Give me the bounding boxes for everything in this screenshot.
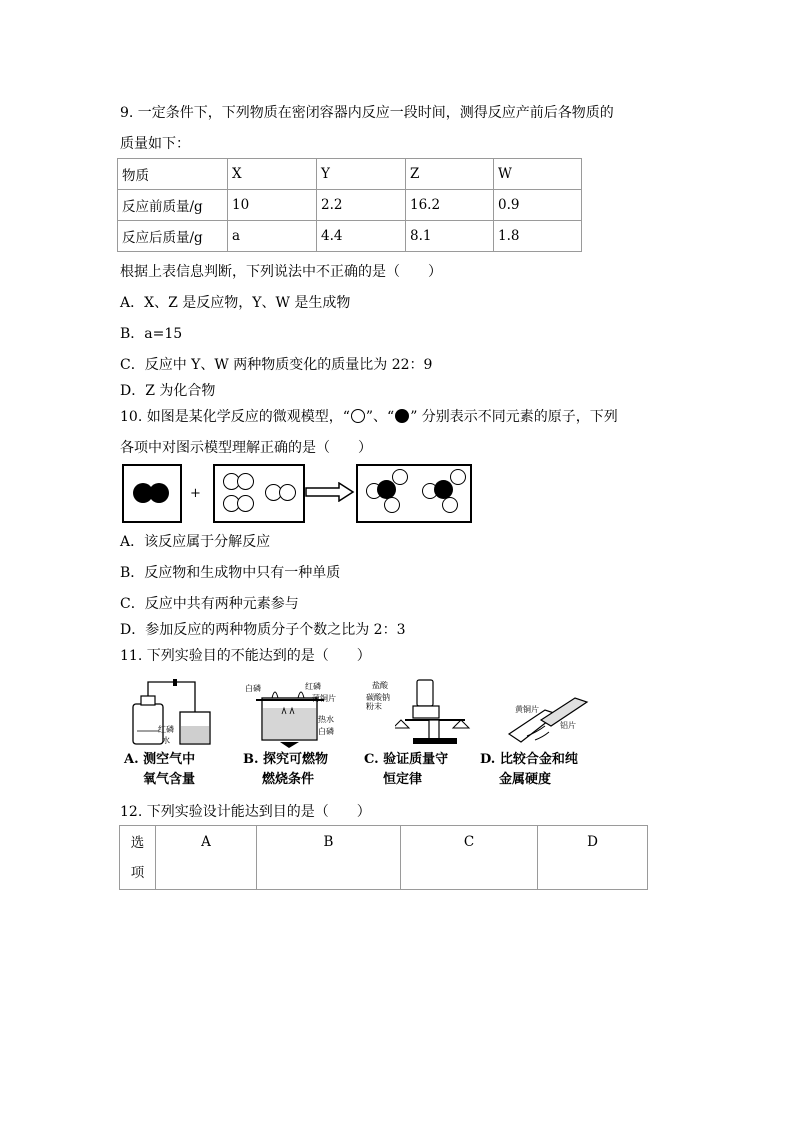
table-cell: 0.9 [494,190,582,221]
table-cell: 反应前质量/g [118,190,228,221]
q9-option-d: D．Z 为化合物 [120,383,216,399]
q11-caption-d [480,750,578,790]
product-box [356,464,472,523]
white-atom [392,469,408,485]
q10-option-b: B．反应物和生成物中只有一种单质 [120,565,341,581]
caption-line: 氧气含量 [143,772,196,787]
q10-stem-part-a: 10. 如图是某化学反应的微观模型，“ [120,409,350,425]
reactant-box-1 [122,464,182,523]
black-atom-icon [395,409,409,423]
black-atom [377,480,396,499]
q10-option-d: D．参加反应的两种物质分子个数之比为 2：3 [120,622,406,638]
caption-line: A. 测空气中 [124,752,196,767]
label-copper-sheet: 薄铜片 [312,694,336,703]
table-row [118,190,582,221]
caption-line: 燃烧条件 [262,772,315,787]
q12-stem: 12. 下列实验设计能达到目的是（ ） [120,804,371,820]
q9-option-c: C．反应中 Y、W 两种物质变化的质量比为 22：9 [120,357,433,373]
q11-caption-a [124,750,195,790]
label-hydrochloric-acid: 盐酸 [372,681,388,690]
label-water-a: 水 [162,736,170,745]
table-cell: X [228,159,317,190]
white-atom [442,497,458,513]
q10-stem-part-c: ” 分别表示不同元素的原子，下列 [410,409,618,425]
white-atom [237,495,254,512]
table-cell: 物质 [118,159,228,190]
table-row [120,826,648,890]
caption-line: 恒定律 [383,772,423,787]
table-cell: Y [317,159,406,190]
caption-line: 金属硬度 [499,772,552,787]
q9-prompt: 根据上表信息判断，下列说法中不正确的是（ ） [120,264,442,280]
plus-sign: + [190,486,201,501]
q9-table [117,158,582,252]
label-hot-water: 热水 [318,715,334,724]
header-char: 选 [130,835,145,851]
table-cell: W [494,159,582,190]
caption-line: C. 验证质量守 [364,752,449,767]
label-sodium-carbonate: 碳酸钠粉末 [366,693,390,711]
label-red-phosphorus-a: 红磷 [158,725,174,734]
table-cell: 1.8 [494,221,582,252]
q10-stem-line2: 各项中对图示模型理解正确的是（ ） [120,440,372,456]
white-atom [384,497,400,513]
table-cell: 4.4 [317,221,406,252]
q12-table [119,825,648,890]
table-header-cell: B [257,826,401,890]
oxygen-apparatus-icon [125,676,230,748]
q9-option-b: B．a=15 [120,326,183,342]
white-atom-icon [351,409,365,423]
header-char: 项 [130,865,145,881]
white-atom [450,469,466,485]
black-atom [149,483,169,503]
reactant-box-2 [213,464,305,523]
table-cell: Z [406,159,494,190]
q9-stem-line1: 9. 一定条件下，下列物质在密闭容器内反应一段时间，测得反应产前后各物质的 [120,105,614,121]
table-cell: a [228,221,317,252]
table-cell: 10 [228,190,317,221]
q11-caption-c [364,750,448,790]
q11-stem: 11. 下列实验目的不能达到的是（ ） [120,648,371,664]
q9-stem-line2: 质量如下： [120,136,190,152]
table-header-cell: A [156,826,257,890]
table-cell: 16.2 [406,190,494,221]
white-atom [279,484,296,501]
table-row [118,159,582,190]
caption-line: D. 比较合金和纯 [480,752,578,767]
q10-option-c: C．反应中共有两种元素参与 [120,596,299,612]
label-white-phosphorus-top: 白磷 [245,684,261,693]
label-red-phosphorus-b: 红磷 [305,682,321,691]
table-header-cell: C [401,826,538,890]
q10-stem-part-b: ”、“ [365,409,395,425]
reaction-arrow-icon [305,482,355,502]
table-cell: 8.1 [406,221,494,252]
label-brass-sheet: 黄铜片 [515,705,539,714]
q9-option-a: A．X、Z 是反应物，Y、W 是生成物 [120,295,351,311]
q10-stem-line1 [120,406,618,426]
table-cell: 2.2 [317,190,406,221]
caption-line: B. 探究可燃物 [243,752,329,767]
label-white-phosphorus: 白磷 [318,727,334,736]
label-aluminum-sheet: 铝片 [560,721,576,730]
table-header-cell [120,826,156,890]
table-row [118,221,582,252]
white-atom [237,473,254,490]
q10-option-a: A．该反应属于分解反应 [120,534,271,550]
table-cell: 反应后质量/g [118,221,228,252]
balance-apparatus-icon [395,676,480,748]
black-atom [434,480,453,499]
q11-caption-b [243,750,328,790]
hardness-test-icon [505,690,595,745]
table-header-cell: D [538,826,648,890]
